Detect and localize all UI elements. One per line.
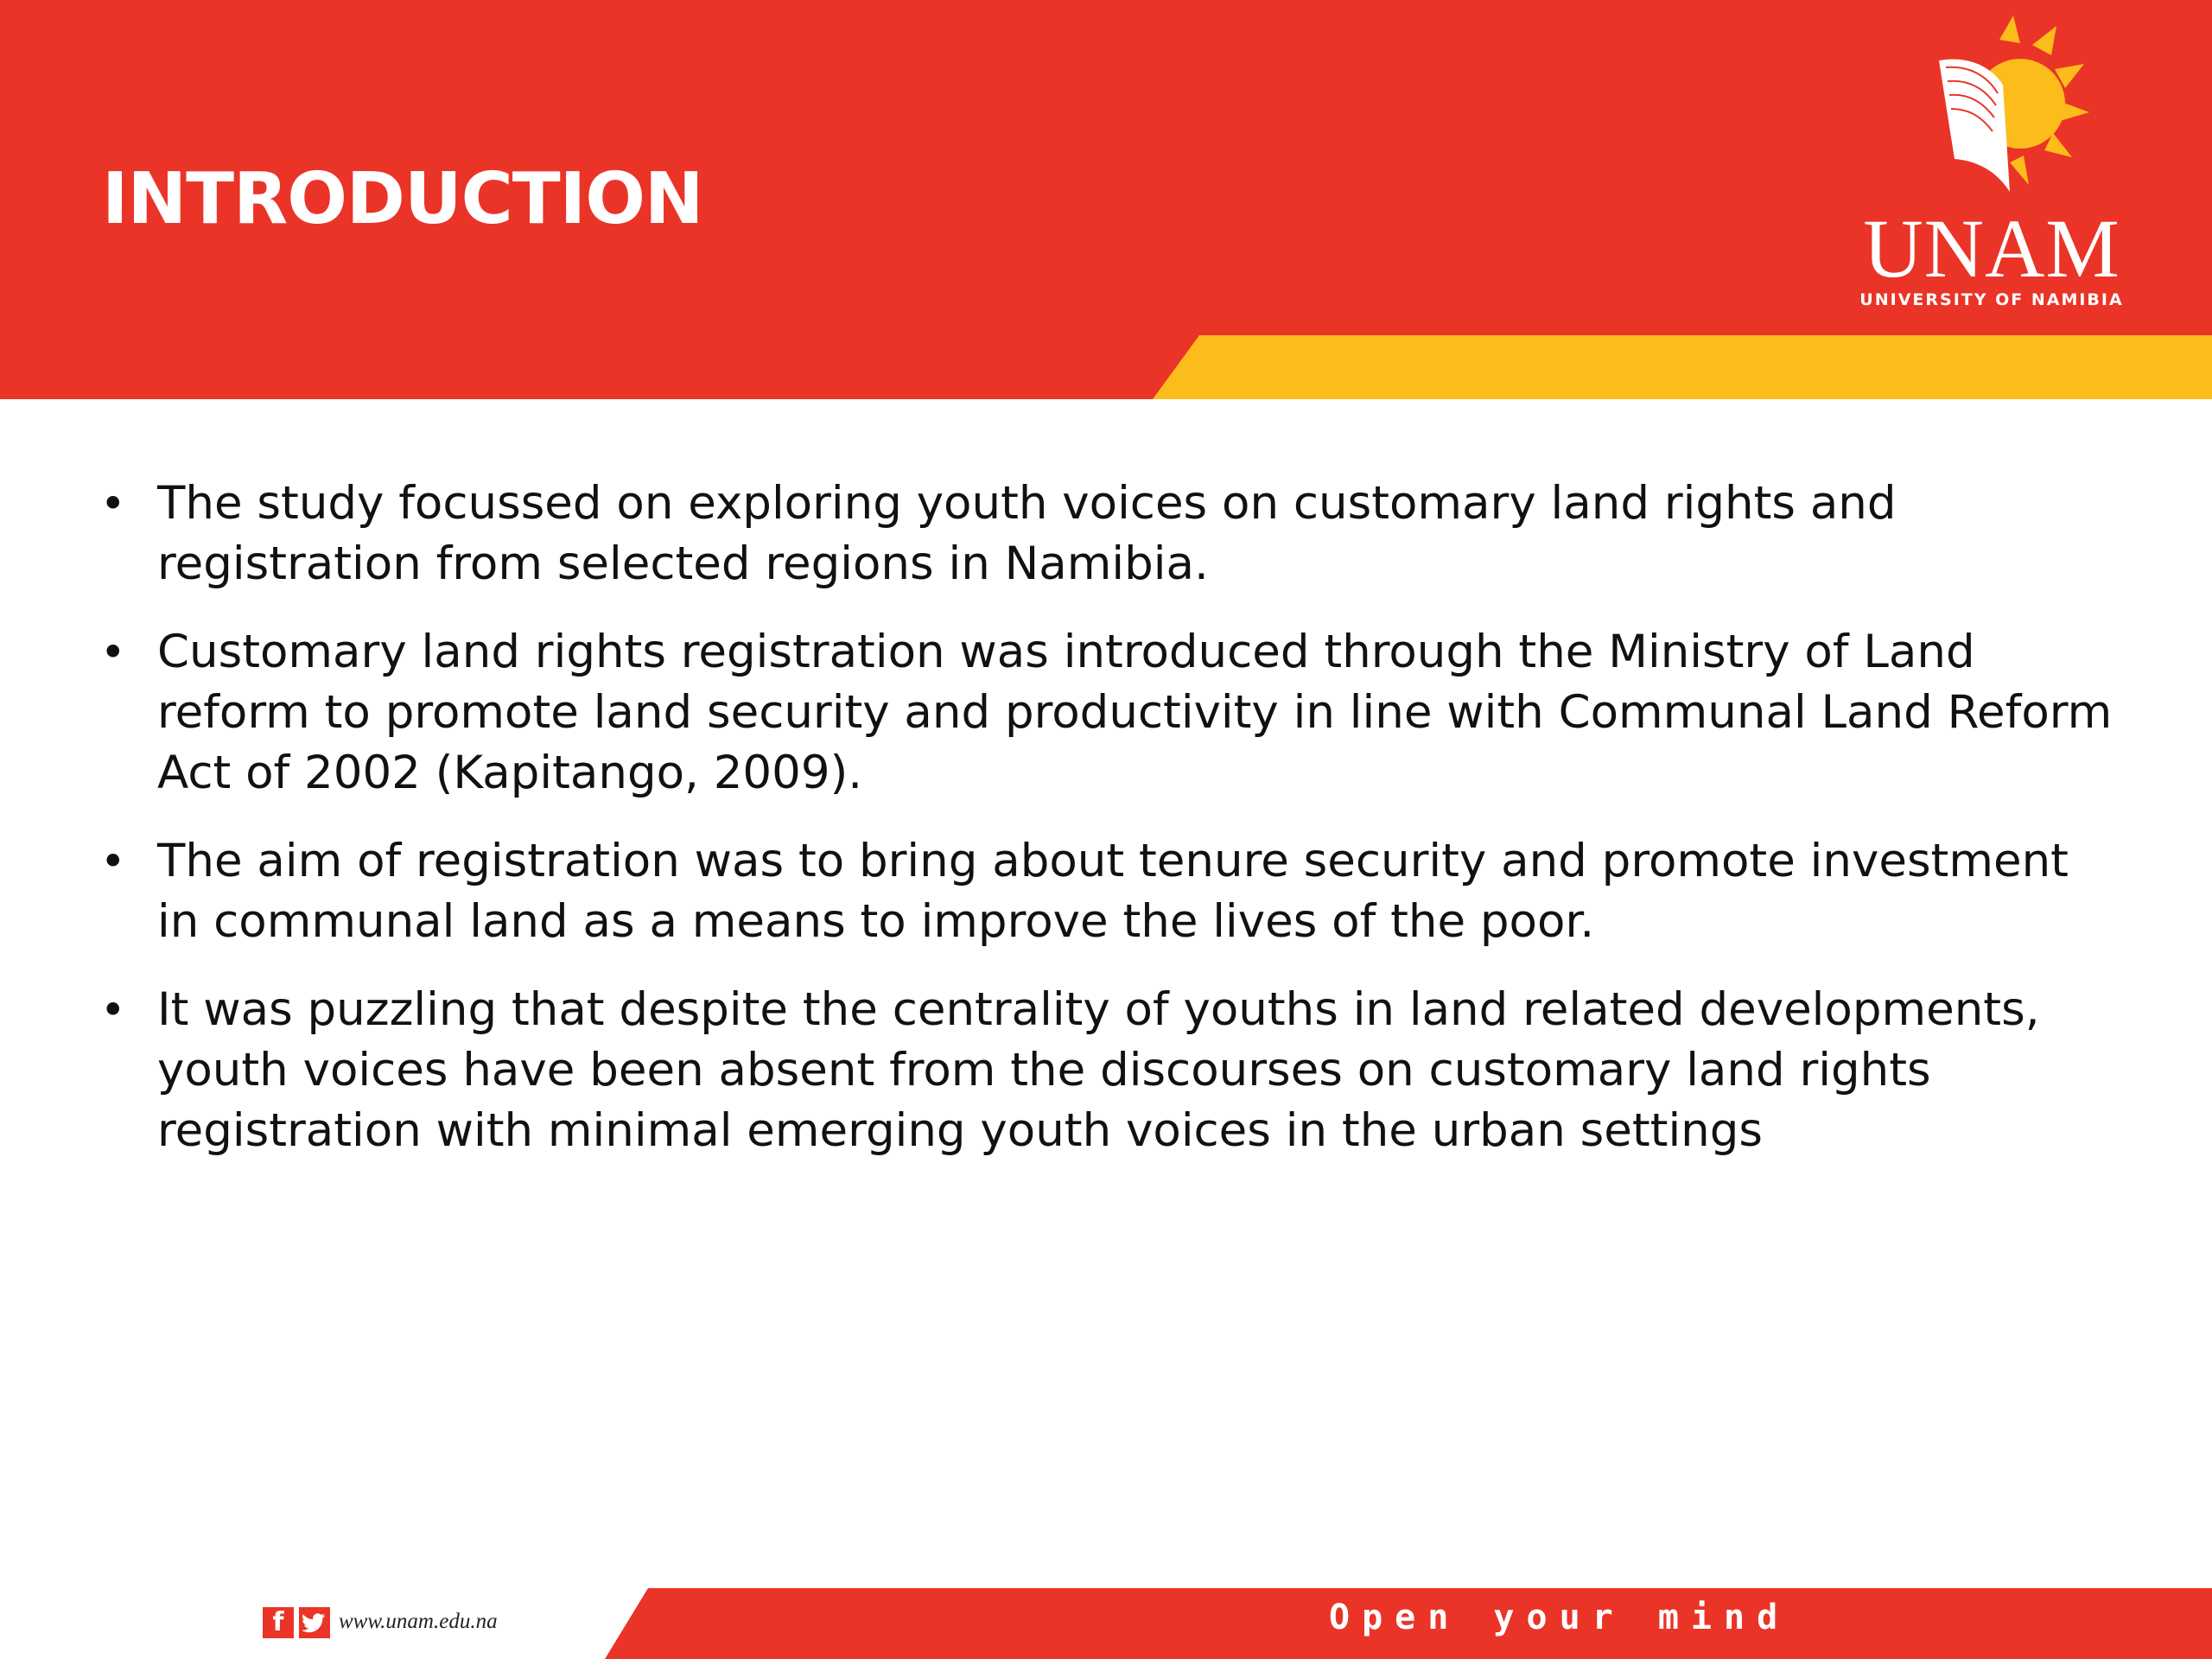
bird-glyph bbox=[302, 1612, 327, 1633]
footer-band bbox=[0, 1588, 2212, 1659]
facebook-icon[interactable]: f bbox=[263, 1607, 294, 1638]
logo-subtitle: UNIVERSITY OF NAMIBIA bbox=[1859, 290, 2124, 309]
bullet-marker: • bbox=[100, 985, 126, 1035]
bullet-text: The study focussed on exploring youth voices on customary land rights and registration from selected regions in Namibia. bbox=[157, 477, 1897, 590]
sun-book-icon bbox=[1884, 12, 2126, 202]
unam-logo bbox=[1849, 12, 2134, 309]
logo-wordmark: UNAM bbox=[1863, 202, 2120, 295]
header-banner bbox=[0, 0, 2212, 399]
bullet-item bbox=[95, 474, 2117, 594]
bullet-item bbox=[95, 980, 2117, 1161]
slide-title: INTRODUCTION bbox=[102, 158, 703, 240]
bullet-marker: • bbox=[100, 479, 126, 529]
footer-tagline: Open your mind bbox=[1329, 1598, 1790, 1637]
social-icons bbox=[263, 1607, 330, 1640]
bullet-text: The aim of registration was to bring about tenure security and promote investment in communal land as a means to improve the lives of the poor. bbox=[157, 835, 2069, 948]
footer-red-bar bbox=[0, 1588, 2212, 1659]
twitter-icon[interactable] bbox=[299, 1607, 330, 1638]
bullet-item bbox=[95, 831, 2117, 952]
bullet-text: Customary land rights registration was introduced through the Ministry of Land reform to promote land security and productivity in line with Communal Land Reform Act of 2002 (Kapitango, 2009). bbox=[157, 626, 2113, 799]
bullet-list bbox=[95, 474, 2117, 1189]
website-link[interactable]: www.unam.edu.na bbox=[339, 1610, 498, 1633]
bullet-text: It was puzzling that despite the centrality of youths in land related developments, youth voices have been absent from the discourses on customary land rights registration with minimal emerging youth voices in the urban settings bbox=[157, 983, 2040, 1157]
bullet-marker: • bbox=[100, 627, 126, 677]
bullet-item bbox=[95, 622, 2117, 804]
bullet-marker: • bbox=[100, 836, 126, 887]
